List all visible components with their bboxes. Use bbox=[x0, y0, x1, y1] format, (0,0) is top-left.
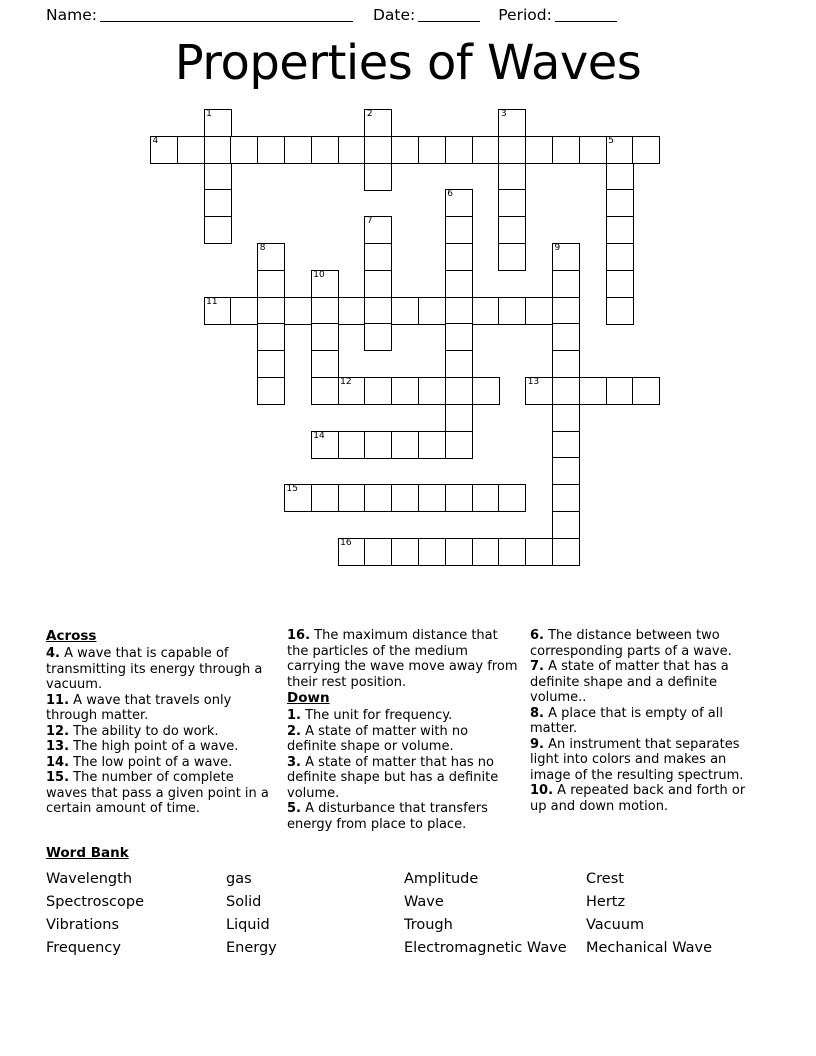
across-heading: Across bbox=[46, 628, 97, 644]
crossword-cell[interactable] bbox=[472, 136, 500, 164]
clue-text: The ability to do work. bbox=[69, 723, 219, 739]
crossword-cell[interactable] bbox=[498, 297, 526, 325]
crossword-cell[interactable] bbox=[552, 538, 580, 566]
crossword-cell-number: 1 bbox=[206, 109, 212, 119]
crossword-cell-number: 9 bbox=[554, 243, 561, 253]
crossword-cell[interactable] bbox=[472, 297, 500, 325]
word-bank-item: Vibrations bbox=[46, 917, 120, 933]
clue-number: 16. bbox=[287, 628, 311, 643]
crossword-cell[interactable] bbox=[364, 243, 392, 271]
page-title: Properties of Waves bbox=[174, 35, 642, 91]
crossword-cell[interactable] bbox=[498, 136, 526, 164]
crossword-cell[interactable] bbox=[284, 297, 312, 325]
word-bank-item: Amplitude bbox=[404, 871, 479, 887]
crossword-cell[interactable] bbox=[552, 323, 580, 351]
crossword-cell[interactable] bbox=[338, 377, 366, 405]
crossword-cell[interactable] bbox=[445, 431, 473, 459]
word-bank-item: Wave bbox=[404, 894, 444, 910]
crossword-cell[interactable] bbox=[552, 243, 580, 271]
clue-down-3 bbox=[287, 755, 518, 802]
crossword-cell[interactable] bbox=[204, 297, 232, 325]
crossword-cell[interactable] bbox=[552, 270, 580, 298]
word-bank-item: Hertz bbox=[586, 894, 626, 910]
clue-number: 6. bbox=[530, 628, 544, 643]
word-bank-item: Mechanical Wave bbox=[586, 940, 712, 956]
word-bank-item: Liquid bbox=[226, 917, 270, 933]
crossword-cell[interactable] bbox=[177, 136, 205, 164]
clue-text: The low point of a wave. bbox=[69, 754, 233, 770]
word-bank-item: gas bbox=[226, 871, 252, 887]
crossword-cell[interactable] bbox=[498, 216, 526, 244]
crossword-cell[interactable] bbox=[445, 297, 473, 325]
crossword-cell[interactable] bbox=[391, 136, 419, 164]
crossword-cell[interactable] bbox=[364, 431, 392, 459]
crossword-cell[interactable] bbox=[257, 243, 285, 271]
crossword-cell[interactable] bbox=[204, 163, 232, 191]
crossword-cell-number: 15 bbox=[286, 484, 298, 495]
clue-number: 14. bbox=[46, 754, 70, 770]
clue-number: 15. bbox=[46, 770, 70, 785]
word-bank-item: Solid bbox=[226, 894, 262, 910]
crossword-cell[interactable] bbox=[472, 538, 500, 566]
crossword-cell[interactable] bbox=[311, 297, 339, 325]
clue-number: 2. bbox=[287, 723, 301, 739]
clue-number: 8. bbox=[530, 705, 544, 721]
crossword-cell-number: 10 bbox=[313, 269, 325, 280]
crossword-cell[interactable] bbox=[552, 297, 580, 325]
clue-text: A wave that travels only through matter. bbox=[46, 692, 232, 723]
clue-number: 12. bbox=[46, 723, 70, 739]
period-label: Period: bbox=[498, 6, 552, 24]
word-bank-item: Electromagnetic Wave bbox=[404, 940, 567, 956]
crossword-cell[interactable] bbox=[338, 431, 366, 459]
clues-column-1 bbox=[46, 628, 287, 817]
down-heading: Down bbox=[287, 690, 330, 706]
crossword-cell[interactable] bbox=[552, 404, 580, 432]
crossword-cell[interactable] bbox=[418, 484, 446, 512]
name-label: Name: bbox=[46, 6, 97, 24]
crossword-cell[interactable] bbox=[364, 216, 392, 244]
clue-number: 9. bbox=[530, 736, 544, 752]
crossword-cell[interactable] bbox=[204, 216, 232, 244]
clue-text: The unit for frequency. bbox=[300, 708, 453, 723]
clue-text: A place that is empty of all matter. bbox=[530, 705, 723, 736]
clue-down-7 bbox=[530, 659, 758, 706]
crossword-cell[interactable] bbox=[311, 270, 339, 298]
crossword-cell[interactable] bbox=[230, 136, 258, 164]
crossword-cell[interactable] bbox=[391, 431, 419, 459]
crossword-cell[interactable] bbox=[284, 484, 312, 512]
crossword-cell[interactable] bbox=[606, 136, 634, 164]
crossword-cell[interactable] bbox=[338, 538, 366, 566]
crossword-cell[interactable] bbox=[311, 377, 339, 405]
crossword-cell[interactable] bbox=[284, 136, 312, 164]
crossword-cell[interactable] bbox=[391, 297, 419, 325]
crossword-cell[interactable] bbox=[498, 243, 526, 271]
word-bank-item: Energy bbox=[226, 940, 277, 956]
crossword-cell[interactable] bbox=[364, 136, 392, 164]
crossword-cell[interactable] bbox=[606, 189, 634, 217]
crossword-cell[interactable] bbox=[445, 243, 473, 271]
clues-container bbox=[46, 628, 770, 832]
crossword-cell[interactable] bbox=[445, 323, 473, 351]
crossword-cell[interactable] bbox=[606, 270, 634, 298]
crossword-cell[interactable] bbox=[418, 431, 446, 459]
clue-number: 3. bbox=[287, 754, 301, 770]
crossword-cell[interactable] bbox=[552, 431, 580, 459]
crossword-cell[interactable] bbox=[552, 377, 580, 405]
crossword-cell[interactable] bbox=[579, 377, 607, 405]
clue-text: A disturbance that transfers energy from place to place. bbox=[287, 801, 488, 832]
clue-down-2 bbox=[287, 724, 518, 755]
word-bank-row bbox=[46, 937, 770, 960]
crossword-cell[interactable] bbox=[445, 404, 473, 432]
clue-number: 5. bbox=[287, 801, 301, 816]
crossword-cell[interactable] bbox=[552, 457, 580, 485]
word-bank-row bbox=[46, 914, 770, 937]
crossword-cell[interactable] bbox=[364, 323, 392, 351]
crossword-cell[interactable] bbox=[445, 270, 473, 298]
crossword-cell[interactable] bbox=[418, 297, 446, 325]
crossword-cell[interactable] bbox=[498, 484, 526, 512]
crossword-cell[interactable] bbox=[472, 377, 500, 405]
clue-down-6 bbox=[530, 628, 758, 659]
word-bank-row bbox=[46, 891, 770, 914]
crossword-cell[interactable] bbox=[606, 377, 634, 405]
crossword-cell-number: 12 bbox=[340, 377, 352, 387]
clue-number: 13. bbox=[46, 739, 70, 754]
clue-across-4 bbox=[46, 646, 275, 693]
crossword-cell[interactable] bbox=[552, 350, 580, 378]
word-bank-item: Spectroscope bbox=[46, 894, 145, 910]
crossword-cell[interactable] bbox=[606, 297, 634, 325]
clue-across-15 bbox=[46, 770, 275, 817]
clue-number: 4. bbox=[46, 646, 60, 661]
crossword-cell[interactable] bbox=[552, 136, 580, 164]
crossword-cell[interactable] bbox=[311, 431, 339, 459]
crossword-cell[interactable] bbox=[257, 270, 285, 298]
crossword-cell[interactable] bbox=[445, 377, 473, 405]
crossword-cell-number: 3 bbox=[500, 109, 507, 119]
crossword-cell[interactable] bbox=[445, 484, 473, 512]
word-bank-heading: Word Bank bbox=[46, 845, 129, 861]
crossword-cell[interactable] bbox=[311, 323, 339, 351]
crossword-cell[interactable] bbox=[525, 297, 553, 325]
clue-text: The high point of a wave. bbox=[69, 739, 239, 754]
crossword-cell[interactable] bbox=[498, 163, 526, 191]
crossword-cell[interactable] bbox=[418, 377, 446, 405]
clue-text: The maximum distance that the particles of the medium carrying the wave move away from their rest position. bbox=[287, 628, 518, 690]
crossword-cell[interactable] bbox=[418, 538, 446, 566]
crossword-cell[interactable] bbox=[579, 136, 607, 164]
clue-text: A repeated back and forth or up and down motion. bbox=[530, 783, 746, 814]
crossword-cell[interactable] bbox=[552, 511, 580, 539]
clue-down-10 bbox=[530, 783, 758, 814]
crossword-cell[interactable] bbox=[525, 136, 553, 164]
crossword-cell[interactable] bbox=[525, 377, 553, 405]
crossword-cell[interactable] bbox=[445, 350, 473, 378]
clue-across-11 bbox=[46, 693, 275, 724]
crossword-cell[interactable] bbox=[364, 484, 392, 512]
clue-across-12 bbox=[46, 724, 275, 740]
crossword-cell[interactable] bbox=[472, 484, 500, 512]
crossword-cell-number: 5 bbox=[608, 135, 614, 146]
crossword-cell[interactable] bbox=[230, 297, 258, 325]
word-bank-item: Trough bbox=[404, 917, 453, 933]
crossword-cell-number: 8 bbox=[259, 243, 266, 253]
word-bank-row bbox=[46, 868, 770, 891]
crossword-cell[interactable] bbox=[204, 136, 232, 164]
word-bank-item: Frequency bbox=[46, 940, 121, 956]
date-label: Date: bbox=[372, 6, 416, 24]
clue-text: A state of matter that has a definite shape and a definite volume.. bbox=[530, 659, 729, 705]
crossword-cell[interactable] bbox=[391, 538, 419, 566]
crossword-cell[interactable] bbox=[418, 136, 446, 164]
crossword-cell[interactable] bbox=[364, 270, 392, 298]
clue-number: 1. bbox=[287, 708, 301, 723]
crossword-cell-number: 16 bbox=[340, 537, 352, 548]
crossword-cell[interactable] bbox=[204, 109, 232, 137]
crossword-cell-number: 7 bbox=[366, 216, 373, 227]
clue-text: The distance between two corresponding parts of a wave. bbox=[530, 628, 732, 659]
crossword-cell[interactable] bbox=[391, 484, 419, 512]
crossword-cell[interactable] bbox=[338, 297, 366, 325]
clue-across-13 bbox=[46, 739, 275, 755]
crossword-cell[interactable] bbox=[364, 163, 392, 191]
clue-text: A state of matter that has no definite shape but has a definite volume. bbox=[287, 754, 499, 801]
clue-number: 10. bbox=[530, 783, 554, 798]
word-bank bbox=[46, 845, 770, 960]
crossword-cell[interactable] bbox=[364, 538, 392, 566]
clue-across-14 bbox=[46, 755, 275, 771]
clue-down-9 bbox=[530, 737, 758, 784]
clues-column-2 bbox=[287, 628, 530, 832]
clue-text: An instrument that separates light into colors and makes an image of the resulting spectrum. bbox=[530, 736, 744, 783]
clue-number: 11. bbox=[46, 692, 70, 708]
crossword-cell[interactable] bbox=[364, 297, 392, 325]
crossword-cell[interactable] bbox=[552, 484, 580, 512]
crossword-cell-number: 14 bbox=[313, 430, 325, 441]
crossword-cell[interactable] bbox=[606, 163, 634, 191]
word-bank-item: Vacuum bbox=[586, 917, 645, 933]
crossword-cell[interactable] bbox=[257, 297, 285, 325]
word-bank-item: Wavelength bbox=[46, 871, 133, 887]
crossword-cell[interactable] bbox=[364, 377, 392, 405]
crossword-cell[interactable] bbox=[498, 189, 526, 217]
crossword-cell[interactable] bbox=[311, 484, 339, 512]
crossword-cell[interactable] bbox=[311, 350, 339, 378]
crossword-cell[interactable] bbox=[257, 323, 285, 351]
crossword-cell[interactable] bbox=[257, 350, 285, 378]
crossword-cell[interactable] bbox=[257, 377, 285, 405]
crossword-cell-number: 2 bbox=[366, 109, 373, 119]
crossword-cell[interactable] bbox=[445, 136, 473, 164]
crossword-cell[interactable] bbox=[445, 538, 473, 566]
crossword-cell[interactable] bbox=[364, 109, 392, 137]
clue-down-5 bbox=[287, 801, 518, 832]
crossword-cell[interactable] bbox=[150, 136, 178, 164]
clue-number: 7. bbox=[530, 659, 544, 674]
crossword-cell[interactable] bbox=[632, 377, 660, 405]
crossword-cell[interactable] bbox=[311, 136, 339, 164]
crossword-cell-number: 6 bbox=[447, 189, 454, 200]
clue-across-16 bbox=[287, 628, 518, 690]
crossword-cell[interactable] bbox=[391, 377, 419, 405]
crossword-cell-number: 11 bbox=[206, 296, 218, 307]
clue-text: The number of complete waves that pass a given point in a certain amount of time. bbox=[46, 770, 269, 816]
word-bank-item: Crest bbox=[586, 871, 624, 887]
clues-column-3 bbox=[530, 628, 770, 814]
crossword-cell[interactable] bbox=[606, 216, 634, 244]
clue-down-8 bbox=[530, 706, 758, 737]
clue-text: A wave that is capable of transmitting its energy through a vacuum. bbox=[46, 646, 263, 692]
crossword-cell[interactable] bbox=[257, 136, 285, 164]
crossword-cell-number: 13 bbox=[527, 377, 540, 387]
crossword-cell[interactable] bbox=[204, 189, 232, 217]
clue-text: A state of matter with no definite shape or volume. bbox=[287, 723, 469, 754]
crossword-cell[interactable] bbox=[338, 484, 366, 512]
crossword-cell[interactable] bbox=[525, 538, 553, 566]
crossword-cell[interactable] bbox=[606, 243, 634, 271]
crossword-cell[interactable] bbox=[498, 109, 526, 137]
crossword-cell[interactable] bbox=[445, 216, 473, 244]
crossword-cell[interactable] bbox=[445, 189, 473, 217]
crossword-cell[interactable] bbox=[498, 538, 526, 566]
crossword-cell[interactable] bbox=[338, 136, 366, 164]
clue-down-1 bbox=[287, 708, 518, 724]
crossword-cell-number: 4 bbox=[152, 135, 159, 146]
crossword-cell[interactable] bbox=[632, 136, 660, 164]
